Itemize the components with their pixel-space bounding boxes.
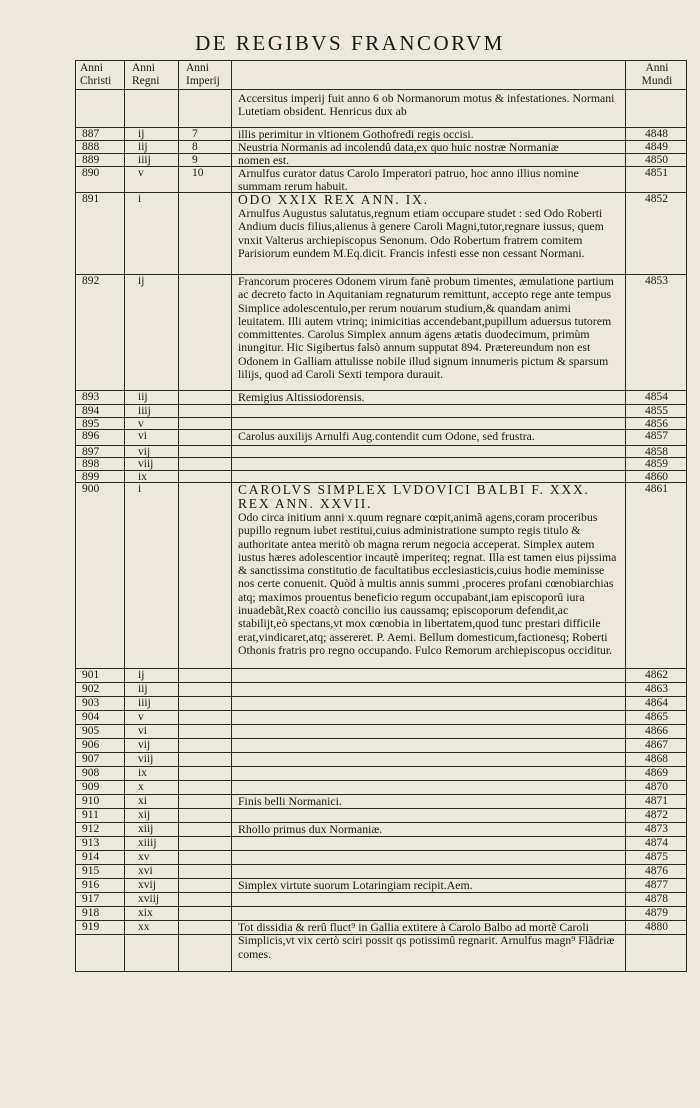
entry-text-cell <box>238 471 620 482</box>
table-row <box>76 710 686 725</box>
year-regni: ix <box>138 767 147 779</box>
year-regni: xi <box>138 795 147 807</box>
year-christi: 902 <box>82 683 100 695</box>
entry-text-cell <box>238 823 620 836</box>
year-mundi: 4877 <box>645 879 668 891</box>
year-christi: 889 <box>82 154 100 166</box>
column-header-mundi: Anni Mundi <box>641 62 673 87</box>
entry-text-cell <box>238 767 620 780</box>
year-christi: 898 <box>82 458 100 470</box>
year-christi: 894 <box>82 405 100 417</box>
year-christi: 905 <box>82 725 100 737</box>
year-regni: vi <box>138 430 147 442</box>
year-regni: iij <box>138 141 148 153</box>
year-mundi: 4854 <box>645 391 668 403</box>
year-mundi: 4851 <box>645 167 668 179</box>
entry-text-cell <box>238 683 620 696</box>
table-row <box>76 864 686 879</box>
table-row <box>76 920 686 961</box>
year-regni: v <box>138 711 144 723</box>
year-mundi: 4874 <box>645 837 668 849</box>
year-christi: 910 <box>82 795 100 807</box>
year-mundi: 4866 <box>645 725 668 737</box>
year-christi: 914 <box>82 851 100 863</box>
year-mundi: 4869 <box>645 767 668 779</box>
year-christi: 917 <box>82 893 100 905</box>
year-christi: 891 <box>82 193 100 205</box>
table-row <box>76 153 686 167</box>
year-christi: 918 <box>82 907 100 919</box>
table-row <box>76 752 686 767</box>
entry-text-cell <box>238 458 620 470</box>
entry-text-cell <box>238 907 620 920</box>
table-row <box>76 140 686 154</box>
year-christi: 896 <box>82 430 100 442</box>
table-row <box>76 794 686 809</box>
year-mundi: 4865 <box>645 711 668 723</box>
year-regni: ij <box>138 128 145 140</box>
entry-text: Remigius Altissiodorensis. <box>238 390 365 404</box>
entry-text-cell <box>238 809 620 822</box>
entry-text: nomen est. <box>238 153 290 167</box>
column-header-imperii: Anni Imperij <box>186 62 220 87</box>
table-row <box>76 836 686 851</box>
entry-text-cell <box>238 483 620 668</box>
year-mundi: 4850 <box>645 154 668 166</box>
year-christi: 903 <box>82 697 100 709</box>
year-regni: xiiij <box>138 837 157 849</box>
year-christi: 901 <box>82 669 100 681</box>
year-regni: ij <box>138 275 145 287</box>
entry-text: Carolus auxilijs Arnulfi Aug.contendit cum Odone, sed frustra. <box>238 429 535 443</box>
year-mundi: 4852 <box>645 193 668 205</box>
year-christi: 909 <box>82 781 100 793</box>
page-title: DE REGIBVS FRANCORVM <box>195 31 505 55</box>
year-mundi: 4868 <box>645 753 668 765</box>
year-christi: 888 <box>82 141 100 153</box>
year-regni: ij <box>138 669 145 681</box>
table-row <box>76 166 686 193</box>
entry-text: Arnulfus curator datus Carolo Imperatori patruo, hoc anno illius nomine summam rerum habuit. <box>238 166 579 194</box>
table-row <box>76 91 686 128</box>
year-christi: 915 <box>82 865 100 877</box>
entry-text: illis perimitur in vltionem Gothofredi regis occisi. <box>238 127 474 141</box>
table-row <box>76 682 686 697</box>
entry-text-cell <box>238 92 620 127</box>
entry-text-cell <box>238 837 620 850</box>
year-christi: 890 <box>82 167 100 179</box>
year-imperii: 7 <box>192 128 198 140</box>
year-regni: x <box>138 781 144 793</box>
entry-text-cell <box>238 154 620 166</box>
table-row <box>76 850 686 865</box>
entry-text-cell <box>238 725 620 738</box>
entry-text-cell <box>238 753 620 766</box>
entry-text-cell <box>238 193 620 274</box>
entry-text-cell <box>238 141 620 153</box>
year-mundi: 4863 <box>645 683 668 695</box>
year-regni: xv <box>138 851 150 863</box>
year-christi: 897 <box>82 446 100 458</box>
year-christi: 911 <box>82 809 99 821</box>
year-regni: xiij <box>138 823 154 835</box>
entry-text-cell <box>238 128 620 140</box>
year-regni: xij <box>138 809 151 821</box>
year-regni: vij <box>138 446 151 458</box>
reign-heading: CAROLVS SIMPLEX LVDOVICI BALBI F. XXX. REX ANN. XXVII. <box>238 482 590 511</box>
year-christi: 907 <box>82 753 100 765</box>
table-row <box>76 738 686 753</box>
table-row <box>76 780 686 795</box>
year-mundi: 4876 <box>645 865 668 877</box>
entry-text-cell <box>238 405 620 417</box>
entry-text-cell <box>238 795 620 808</box>
column-header-christi: Anni Christi <box>80 62 112 87</box>
year-imperii: 8 <box>192 141 198 153</box>
entry-text-cell <box>238 711 620 724</box>
entry-text-cell <box>238 446 620 457</box>
table-row <box>76 668 686 683</box>
entry-text-cell <box>238 697 620 710</box>
entry-text: Simplex virtute suorum Lotaringiam recipit.Aem. <box>238 878 473 892</box>
entry-text-cell <box>238 781 620 794</box>
entry-text-cell <box>238 669 620 682</box>
table-header-row <box>76 61 686 90</box>
table-row <box>76 696 686 711</box>
table-row <box>76 404 686 418</box>
year-regni: iij <box>138 391 148 403</box>
year-mundi: 4867 <box>645 739 668 751</box>
entry-text-cell <box>238 851 620 864</box>
entry-text-cell <box>238 430 620 445</box>
year-christi: 912 <box>82 823 100 835</box>
year-regni: xvi <box>138 865 153 877</box>
year-mundi: 4870 <box>645 781 668 793</box>
entry-text-cell <box>238 920 620 961</box>
entry-text: Arnulfus Augustus salutatus,regnum etiam occupare studet : sed Odo Roberti Andium ducis filius,alienus à genere Caroli Magni,tutor,regnare iussus, quem vnxit Valterus archiepiscopus Senonum. Odo Robertum fratrem comitem Parisiorum eundem M.Eq.dicit. Francis infesti esse non cessant Normani. <box>238 206 604 260</box>
year-christi: 893 <box>82 391 100 403</box>
year-mundi: 4855 <box>645 405 668 417</box>
table-row <box>76 127 686 141</box>
table-row <box>76 482 686 669</box>
column-header-regni: Anni Regni <box>132 62 160 87</box>
reign-heading: ODO XXIX REX ANN. IX. <box>238 192 429 207</box>
year-regni: i <box>138 483 142 495</box>
table-row <box>76 429 686 446</box>
year-imperii: 9 <box>192 154 198 166</box>
table-row <box>76 390 686 405</box>
year-mundi: 4856 <box>645 418 668 430</box>
entry-text-cell <box>238 879 620 892</box>
year-imperii: 10 <box>192 167 204 179</box>
year-regni: xix <box>138 907 153 919</box>
year-regni: v <box>138 418 144 430</box>
year-christi: 899 <box>82 471 100 483</box>
year-christi: 916 <box>82 879 100 891</box>
year-mundi: 4875 <box>645 851 668 863</box>
year-regni: v <box>138 167 144 179</box>
table-row <box>76 822 686 837</box>
year-christi: 892 <box>82 275 100 287</box>
table-row <box>76 192 686 275</box>
entry-text-cell <box>238 893 620 906</box>
year-regni: viij <box>138 753 154 765</box>
table-row <box>76 274 686 391</box>
entry-text: Finis belli Normanici. <box>238 794 342 808</box>
year-mundi: 4872 <box>645 809 668 821</box>
year-christi: 904 <box>82 711 100 723</box>
year-mundi: 4873 <box>645 823 668 835</box>
year-mundi: 4860 <box>645 471 668 483</box>
year-mundi: 4853 <box>645 275 668 287</box>
year-regni: xvij <box>138 879 156 891</box>
year-mundi: 4848 <box>645 128 668 140</box>
year-regni: iiij <box>138 154 151 166</box>
entry-text: Rhollo primus dux Normaniæ. <box>238 822 383 836</box>
year-mundi: 4849 <box>645 141 668 153</box>
entry-text-cell <box>238 865 620 878</box>
table-row <box>76 766 686 781</box>
year-regni: viij <box>138 458 154 470</box>
year-mundi: 4880 <box>645 921 668 933</box>
year-mundi: 4871 <box>645 795 668 807</box>
entry-text: Accersitus imperij fuit anno 6 ob Normanorum motus & infestationes. Normani Lutetiam obsident. Henricus dux ab <box>238 91 615 119</box>
entry-text: Neustria Normanis ad incolendû data,ex quo huic nostræ Normaniæ <box>238 140 559 154</box>
year-mundi: 4858 <box>645 446 668 458</box>
entry-text-cell <box>238 275 620 390</box>
entry-text: Odo circa initium anni x.quum regnare cœpit,animã agens,coram proceribus pupillo regnum iubet restitui,cuius administratione sumpto regis titulo & authoritate antea meritò ob magna rerum negocia acceperat. Simplex autem iustus hæres adolescentior incautè imperiteq; regnat. Illa est tamen eius pijssima & sanctissima constitutio de facultatibus ecclesiasticis,cuius hodie meminisse nos certe conuenit. Quòd à multis annis summi ,proceres profani cœnobiarchias atq; maximos prouentus beneficio regum occupabant,iam episcoporû iura inuadebãt,Rex coactò concilio ius caussamq; episcoporum defendit,ac stabilijt,eò spectans,vt mox cœnobia in libertatem,quod tunc prestari difficile erat,vindicaret,atq; assereret. P. Aemi. Bellum domesticum,factionesq; Roberti Othonis fratris pro regno occupando. Fulco Remorum archiepiscopus occiditur. <box>238 510 617 657</box>
year-regni: iij <box>138 683 148 695</box>
year-christi: 906 <box>82 739 100 751</box>
year-christi: 913 <box>82 837 100 849</box>
year-christi: 900 <box>82 483 100 495</box>
year-mundi: 4861 <box>645 483 668 495</box>
year-regni: iiij <box>138 697 151 709</box>
year-regni: xx <box>138 921 150 933</box>
table-row <box>76 892 686 907</box>
entry-text: Tot dissidia & rerû fluct⁹ in Gallia extitere à Carolo Balbo ad mortẽ Caroli Simplicis,vt vix certò sciri possit qs potissimû regnarit. Arnulfus magn⁹ Flãdriæ comes. <box>238 920 615 961</box>
chronology-table <box>75 60 687 972</box>
year-mundi: 4879 <box>645 907 668 919</box>
year-mundi: 4857 <box>645 430 668 442</box>
table-row <box>76 878 686 893</box>
table-row <box>76 457 686 471</box>
year-regni: i <box>138 193 142 205</box>
table-row <box>76 906 686 921</box>
year-christi: 895 <box>82 418 100 430</box>
year-christi: 908 <box>82 767 100 779</box>
entry-text: Francorum proceres Odonem virum fanè probum timentes, æmulatione partium ac decreto facto in Aquitaniam regnaturum remittunt, accepto rege ante tempus Simplice adolescentulo,per rerum nouarum studium,& quandam animi leuitatem. Illi autem vtrinq; inimicitias accendebant,pupillum aduersus tutorem committentes. Carolus Simplex annum agens ætatis duodecimum, primùm inungitur. Hic Sigibertus falsò annum supputat 894. Prætereundum non est Odonem in Galliam attulisse nobile illud signum innumeris pictum & sparsum lilijs, quod ad Caroli Sexti tempora durauit. <box>238 274 614 382</box>
entry-text-cell <box>238 739 620 752</box>
year-mundi: 4878 <box>645 893 668 905</box>
year-mundi: 4864 <box>645 697 668 709</box>
year-mundi: 4862 <box>645 669 668 681</box>
year-mundi: 4859 <box>645 458 668 470</box>
year-christi: 887 <box>82 128 100 140</box>
table-row <box>76 808 686 823</box>
entry-text-cell <box>238 418 620 429</box>
year-christi: 919 <box>82 921 100 933</box>
table-row <box>76 724 686 739</box>
entry-text-cell <box>238 167 620 192</box>
year-regni: iiij <box>138 405 151 417</box>
year-regni: ix <box>138 471 147 483</box>
year-regni: vi <box>138 725 147 737</box>
entry-text-cell <box>238 391 620 404</box>
year-regni: xviij <box>138 893 160 905</box>
year-regni: vij <box>138 739 151 751</box>
